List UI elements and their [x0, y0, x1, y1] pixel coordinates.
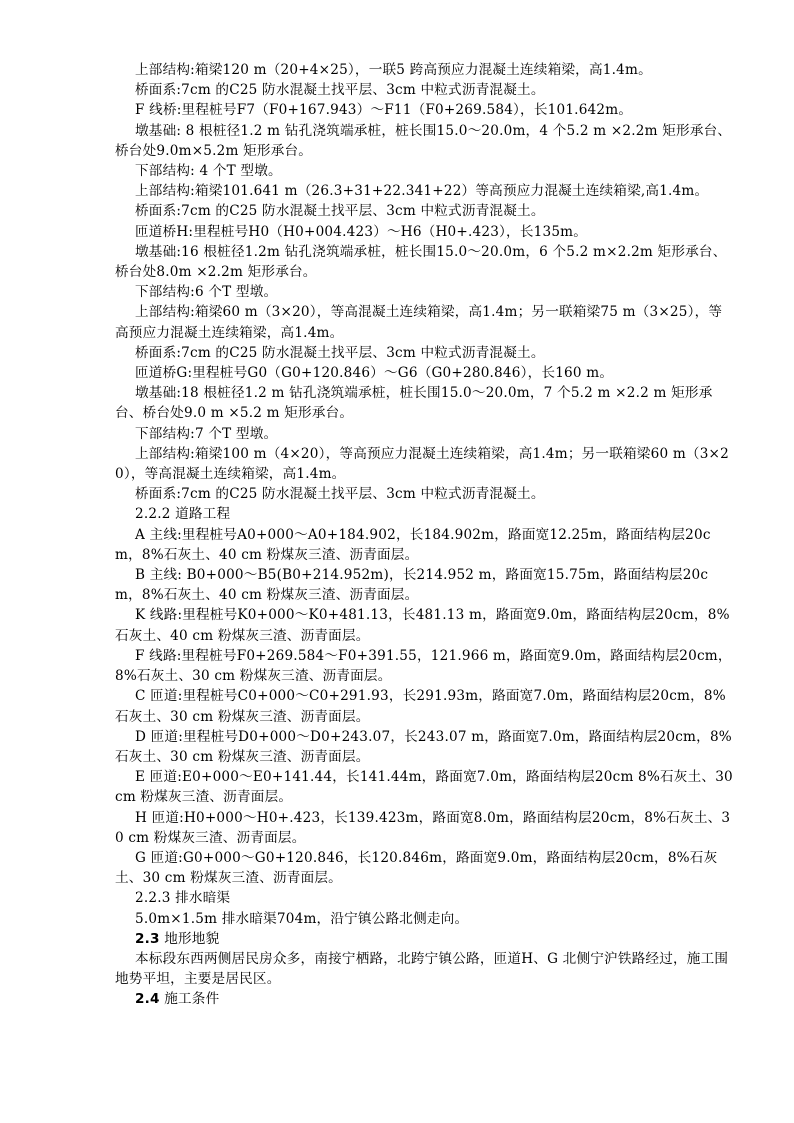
- paragraph: 本标段东西两侧居民房众多，南接宁栖路，北跨宁镇公路，匝道H、G 北侧宁沪铁路经过，施工围地势平坦，主要是居民区。: [115, 950, 729, 988]
- paragraph: 桥面系:7cm 的C25 防水混凝土找平层、3cm 中粒式沥青混凝土。: [135, 203, 545, 220]
- paragraph: 匝道桥G:里程桩号G0（G0+120.846）～G6（G0+280.846），长160 m。: [135, 365, 614, 382]
- paragraph: A 主线:里程桩号A0+000～A0+184.902，长184.902m，路面宽12.25m，路面结构层20cm，8%石灰土、40 cm 粉煤灰三渣、沥青面层。: [115, 526, 711, 563]
- paragraph: C 匝道:里程桩号C0+000～C0+291.93，长291.93m，路面宽7.0m，路面结构层20cm，8%石灰土、30 cm 粉煤灰三渣、沥青面层。: [115, 688, 726, 725]
- section-number: 2.3: [135, 930, 160, 947]
- paragraph: 下部结构:6 个T 型墩。: [135, 284, 278, 301]
- paragraph: 墩基础:16 根桩径1.2m 钻孔浇筑端承桩，桩长围15.0～20.0m，6 个5.2 m×2.2m 矩形承台、桥台处8.0m ×2.2m 矩形承台。: [115, 243, 727, 281]
- section-title: 施工条件: [164, 991, 220, 1008]
- paragraph: 桥面系:7cm 的C25 防水混凝土找平层、3cm 中粒式沥青混凝土。: [135, 486, 545, 503]
- paragraph: 墩基础:18 根桩径1.2 m 钻孔浇筑端承桩，桩长围15.0～20.0m，7 个5.2 m ×2.2 m 矩形承台、桥台处9.0 m ×5.2 m 矩形承台。: [115, 385, 713, 422]
- paragraph: 匝道桥H:里程桩号H0（H0+004.423）～H6（H0+.423），长135m。: [135, 223, 588, 240]
- paragraph: 上部结构:箱梁100 m（4×20），等高预应力混凝土连续箱梁，高1.4m；另一联箱梁60 m（3×20），等高混凝土连续箱梁，高1.4m。: [115, 445, 729, 483]
- paragraph: 5.0m×1.5m 排水暗渠704m，沿宁镇公路北侧走向。: [135, 910, 469, 927]
- paragraph: 上部结构:箱梁60 m（3×20），等高混凝土连续箱梁，高1.4m；另一联箱梁75 m（3×25），等高预应力混凝土连续箱梁，高1.4m。: [115, 304, 723, 341]
- paragraph: 桥面系:7cm 的C25 防水混凝土找平层、3cm 中粒式沥青混凝土。: [135, 344, 545, 361]
- paragraph: E 匝道:E0+000～E0+141.44，长141.44m，路面宽7.0m，路面结构层20cm 8%石灰土、30 cm 粉煤灰三渣、沥青面层。: [115, 769, 738, 806]
- paragraph: 墩基础: 8 根桩径1.2 m 钻孔浇筑端承桩，桩长围15.0～20.0m，4 个5.2 m ×2.2m 矩形承台、桥台处9.0m×5.2m 矩形承台。: [115, 122, 732, 159]
- subsection-heading: 2.2.3 排水暗渠: [135, 890, 231, 907]
- paragraph: 桥面系:7cm 的C25 防水混凝土找平层、3cm 中粒式沥青混凝土。: [135, 82, 545, 99]
- document-page: [115, 60, 738, 1010]
- paragraph: 上部结构:箱梁120 m（20+4×25），一联5 跨高预应力混凝土连续箱梁，高1.4m。: [135, 62, 652, 78]
- paragraph: F 线桥:里程桩号F7（F0+167.943）～F11（F0+269.584），长101.642m。: [135, 102, 633, 119]
- subsection-heading: 2.2.2 道路工程: [135, 506, 231, 523]
- paragraph: H 匝道:H0+000～H0+.423，长139.423m，路面宽8.0m，路面结构层20cm，8%石灰土、30 cm 粉煤灰三渣、沥青面层。: [115, 809, 731, 846]
- paragraph: D 匝道:里程桩号D0+000～D0+243.07，长243.07 m，路面宽7.0m，路面结构层20cm，8%石灰土、30 cm 粉煤灰三渣、沥青面层。: [115, 728, 732, 765]
- paragraph: B 主线: B0+000～B5(B0+214.952m)，长214.952 m，路面宽15.75m，路面结构层20cm，8%石灰土、40 cm 粉煤灰三渣、沥青面层。: [115, 567, 709, 604]
- paragraph: G 匝道:G0+000～G0+120.846，长120.846m，路面宽9.0m，路面结构层20cm，8%石灰土、30 cm 粉煤灰三渣、沥青面层。: [115, 849, 718, 887]
- paragraph: 下部结构:7 个T 型墩。: [135, 425, 278, 442]
- section-heading-2-3: [115, 929, 735, 949]
- paragraph: F 线路:里程桩号F0+269.584～F0+391.55，121.966 m，路面宽9.0m，路面结构层20cm，8%石灰土、30 cm 粉煤灰三渣、沥青面层。: [115, 647, 732, 685]
- paragraph: 下部结构: 4 个T 型墩。: [135, 163, 282, 180]
- section-title: 地形地貌: [164, 930, 220, 947]
- section-number: 2.4: [135, 991, 160, 1008]
- paragraph: K 线路:里程桩号K0+000～K0+481.13，长481.13 m，路面宽9.0m，路面结构层20cm，8%石灰土、40 cm 粉煤灰三渣、沥青面层。: [115, 607, 730, 644]
- paragraph: 上部结构:箱梁101.641 m（26.3+31+22.341+22）等高预应力混凝土连续箱梁,高1.4m。: [135, 183, 709, 200]
- section-heading-2-4: [115, 989, 735, 1009]
